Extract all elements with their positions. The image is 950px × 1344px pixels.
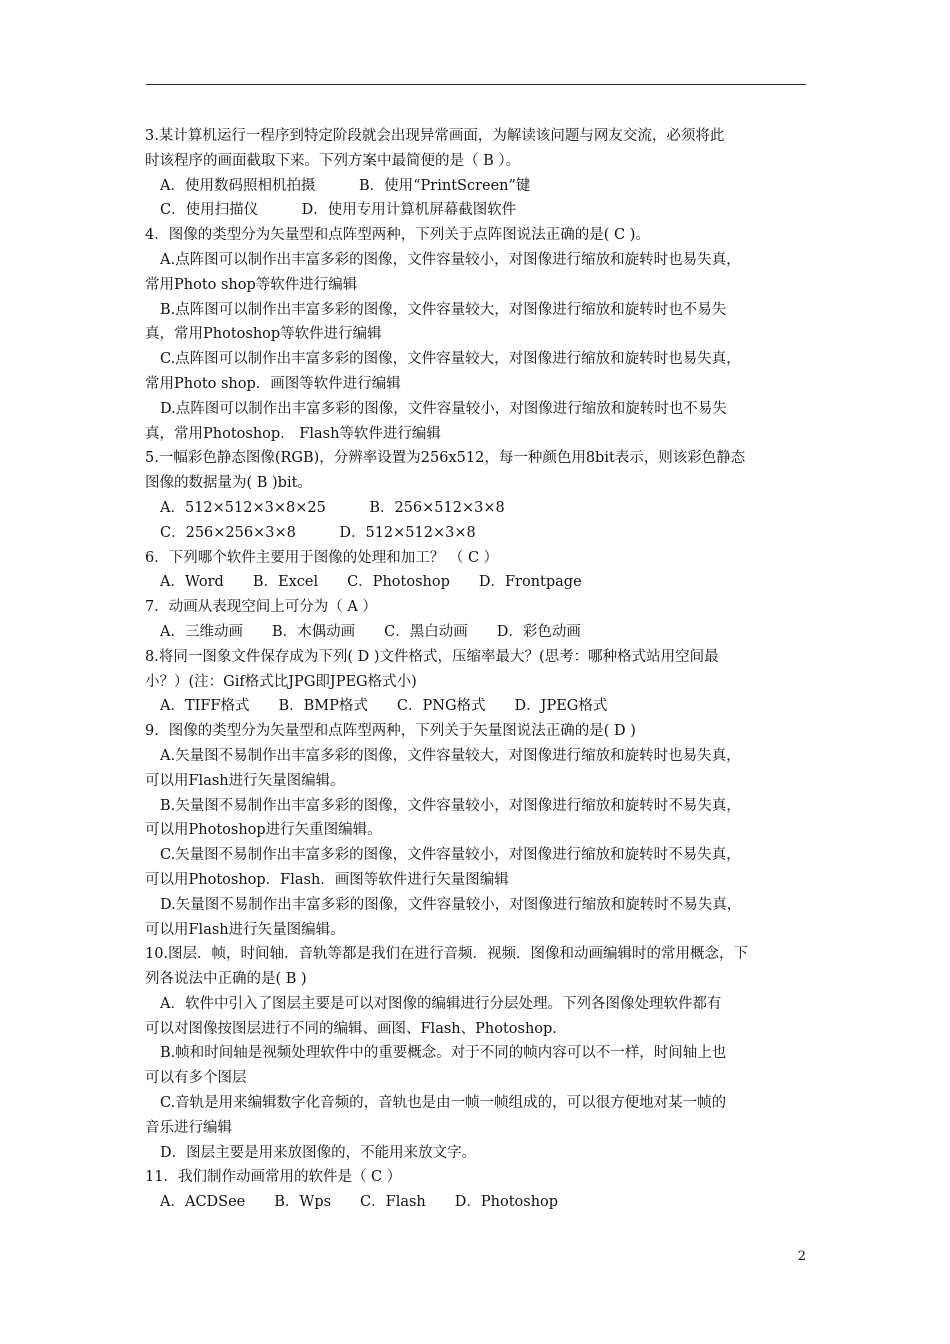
option-line: D．图层主要是用来放图像的，不能用来放文字。 — [160, 1144, 477, 1161]
question-line: 小？）(注：Gif格式比JPG即JPEG格式小) — [145, 673, 417, 690]
option-line: A．TIFF格式 B．BMP格式 C．PNG格式 D．JPEG格式 — [160, 698, 608, 715]
option-line: D.点阵图可以制作出丰富多彩的图像，文件容量较小，对图像进行缩放和旋转时也不易失 — [160, 400, 727, 417]
question-line: 可以有多个图层 — [145, 1070, 247, 1087]
option-line: B.点阵图可以制作出丰富多彩的图像，文件容量较大，对图像进行缩放和旋转时也不易失 — [160, 301, 727, 318]
option-line: C．使用扫描仪 D．使用专用计算机屏幕截图软件 — [160, 202, 517, 219]
option-line: A.矢量图不易制作出丰富多彩的图像，文件容量较大，对图像进行缩放和旋转时也易失真， — [160, 747, 741, 764]
question-line: 可以用Photoshop进行矢重图编辑。 — [145, 822, 382, 839]
option-line: A．512×512×3×8×25 B．256×512×3×8 — [160, 499, 505, 516]
page-number: 2 — [797, 1249, 806, 1264]
option-line: C.矢量图不易制作出丰富多彩的图像，文件容量较小，对图像进行缩放和旋转时不易失真， — [160, 847, 741, 864]
question-line: 7．动画从表现空间上可分为（ A ） — [145, 599, 377, 616]
question-line: 可以用Flash进行矢量图编辑。 — [145, 921, 345, 938]
header-rule — [146, 84, 806, 85]
question-line: 列各说法中正确的是( B ) — [145, 971, 307, 988]
question-line: 6．下列哪个软件主要用于图像的处理和加工？ （ C ） — [145, 549, 499, 566]
question-line: 图像的数据量为( B )bit。 — [145, 475, 312, 492]
option-line: B.帧和时间轴是视频处理软件中的重要概念。对于不同的帧内容可以不一样，时间轴上也 — [160, 1045, 727, 1062]
option-line: A．三维动画 B．木偶动画 C．黑白动画 D．彩色动画 — [160, 623, 581, 640]
option-line: B.矢量图不易制作出丰富多彩的图像，文件容量较小，对图像进行缩放和旋转时不易失真， — [160, 797, 741, 814]
question-line: 可以对图像按图层进行不同的编辑、画图、Flash、Photoshop. — [145, 1020, 557, 1037]
option-line: A．软件中引入了图层主要是可以对图像的编辑进行分层处理。下列各图像处理软件都有 — [160, 995, 722, 1012]
question-line: 10.图层．帧，时间轴．音轨等都是我们在进行音频．视频．图像和动画编辑时的常用概念，下 — [145, 946, 749, 963]
option-line: D.矢量图不易制作出丰富多彩的图像，文件容量较小，对图像进行缩放和旋转时不易失真， — [160, 896, 742, 913]
question-line: 真，常用Photoshop． Flash等软件进行编辑 — [145, 425, 441, 442]
question-line: 3.某计算机运行一程序到特定阶段就会出现异常画面，为解读该问题与网友交流，必须将此 — [145, 128, 725, 144]
option-line: A．使用数码照相机拍摄 B．使用“PrintScreen”键 — [160, 177, 531, 194]
question-line: 可以用Flash进行矢量图编辑。 — [145, 772, 345, 789]
option-line: A．Word B．Excel C．Photoshop D．Frontpage — [160, 574, 582, 591]
question-line: 可以用Photoshop．Flash．画图等软件进行矢量图编辑 — [145, 871, 509, 888]
question-line: 11．我们制作动画常用的软件是（ C ） — [145, 1169, 402, 1186]
document-body — [145, 124, 817, 1215]
option-line: A.点阵图可以制作出丰富多彩的图像，文件容量较小，对图像进行缩放和旋转时也易失真， — [160, 251, 741, 268]
question-line: 真，常用Photoshop等软件进行编辑 — [145, 326, 382, 343]
option-line: C.音轨是用来编辑数字化音频的，音轨也是由一帧一帧组成的，可以很方便地对某一帧的 — [160, 1095, 727, 1112]
question-line: 8.将同一图象文件保存成为下列( D )文件格式，压缩率最大？(思考：哪种格式站用空间最 — [145, 648, 719, 665]
question-line: 4．图像的类型分为矢量型和点阵型两种，下列关于点阵图说法正确的是( C )。 — [145, 227, 650, 244]
question-line: 常用Photo shop等软件进行编辑 — [145, 276, 358, 293]
question-line: 时该程序的画面截取下来。下列方案中最简便的是（ B ）。 — [145, 152, 521, 169]
option-line: C．256×256×3×8 D．512×512×3×8 — [160, 524, 476, 541]
question-line: 9．图像的类型分为矢量型和点阵型两种，下列关于矢量图说法正确的是( D ) — [145, 723, 636, 740]
question-line: 音乐进行编辑 — [145, 1119, 232, 1136]
question-line: 5.一幅彩色静态图像(RGB)，分辨率设置为256x512，每一种颜色用8bit表示，则该彩色静态 — [145, 450, 746, 467]
option-line: A．ACDSee B．Wps C．Flash D．Photoshop — [160, 1194, 559, 1211]
option-line: C.点阵图可以制作出丰富多彩的图像，文件容量较大，对图像进行缩放和旋转时也易失真， — [160, 351, 741, 368]
question-line: 常用Photo shop．画图等软件进行编辑 — [145, 375, 401, 392]
